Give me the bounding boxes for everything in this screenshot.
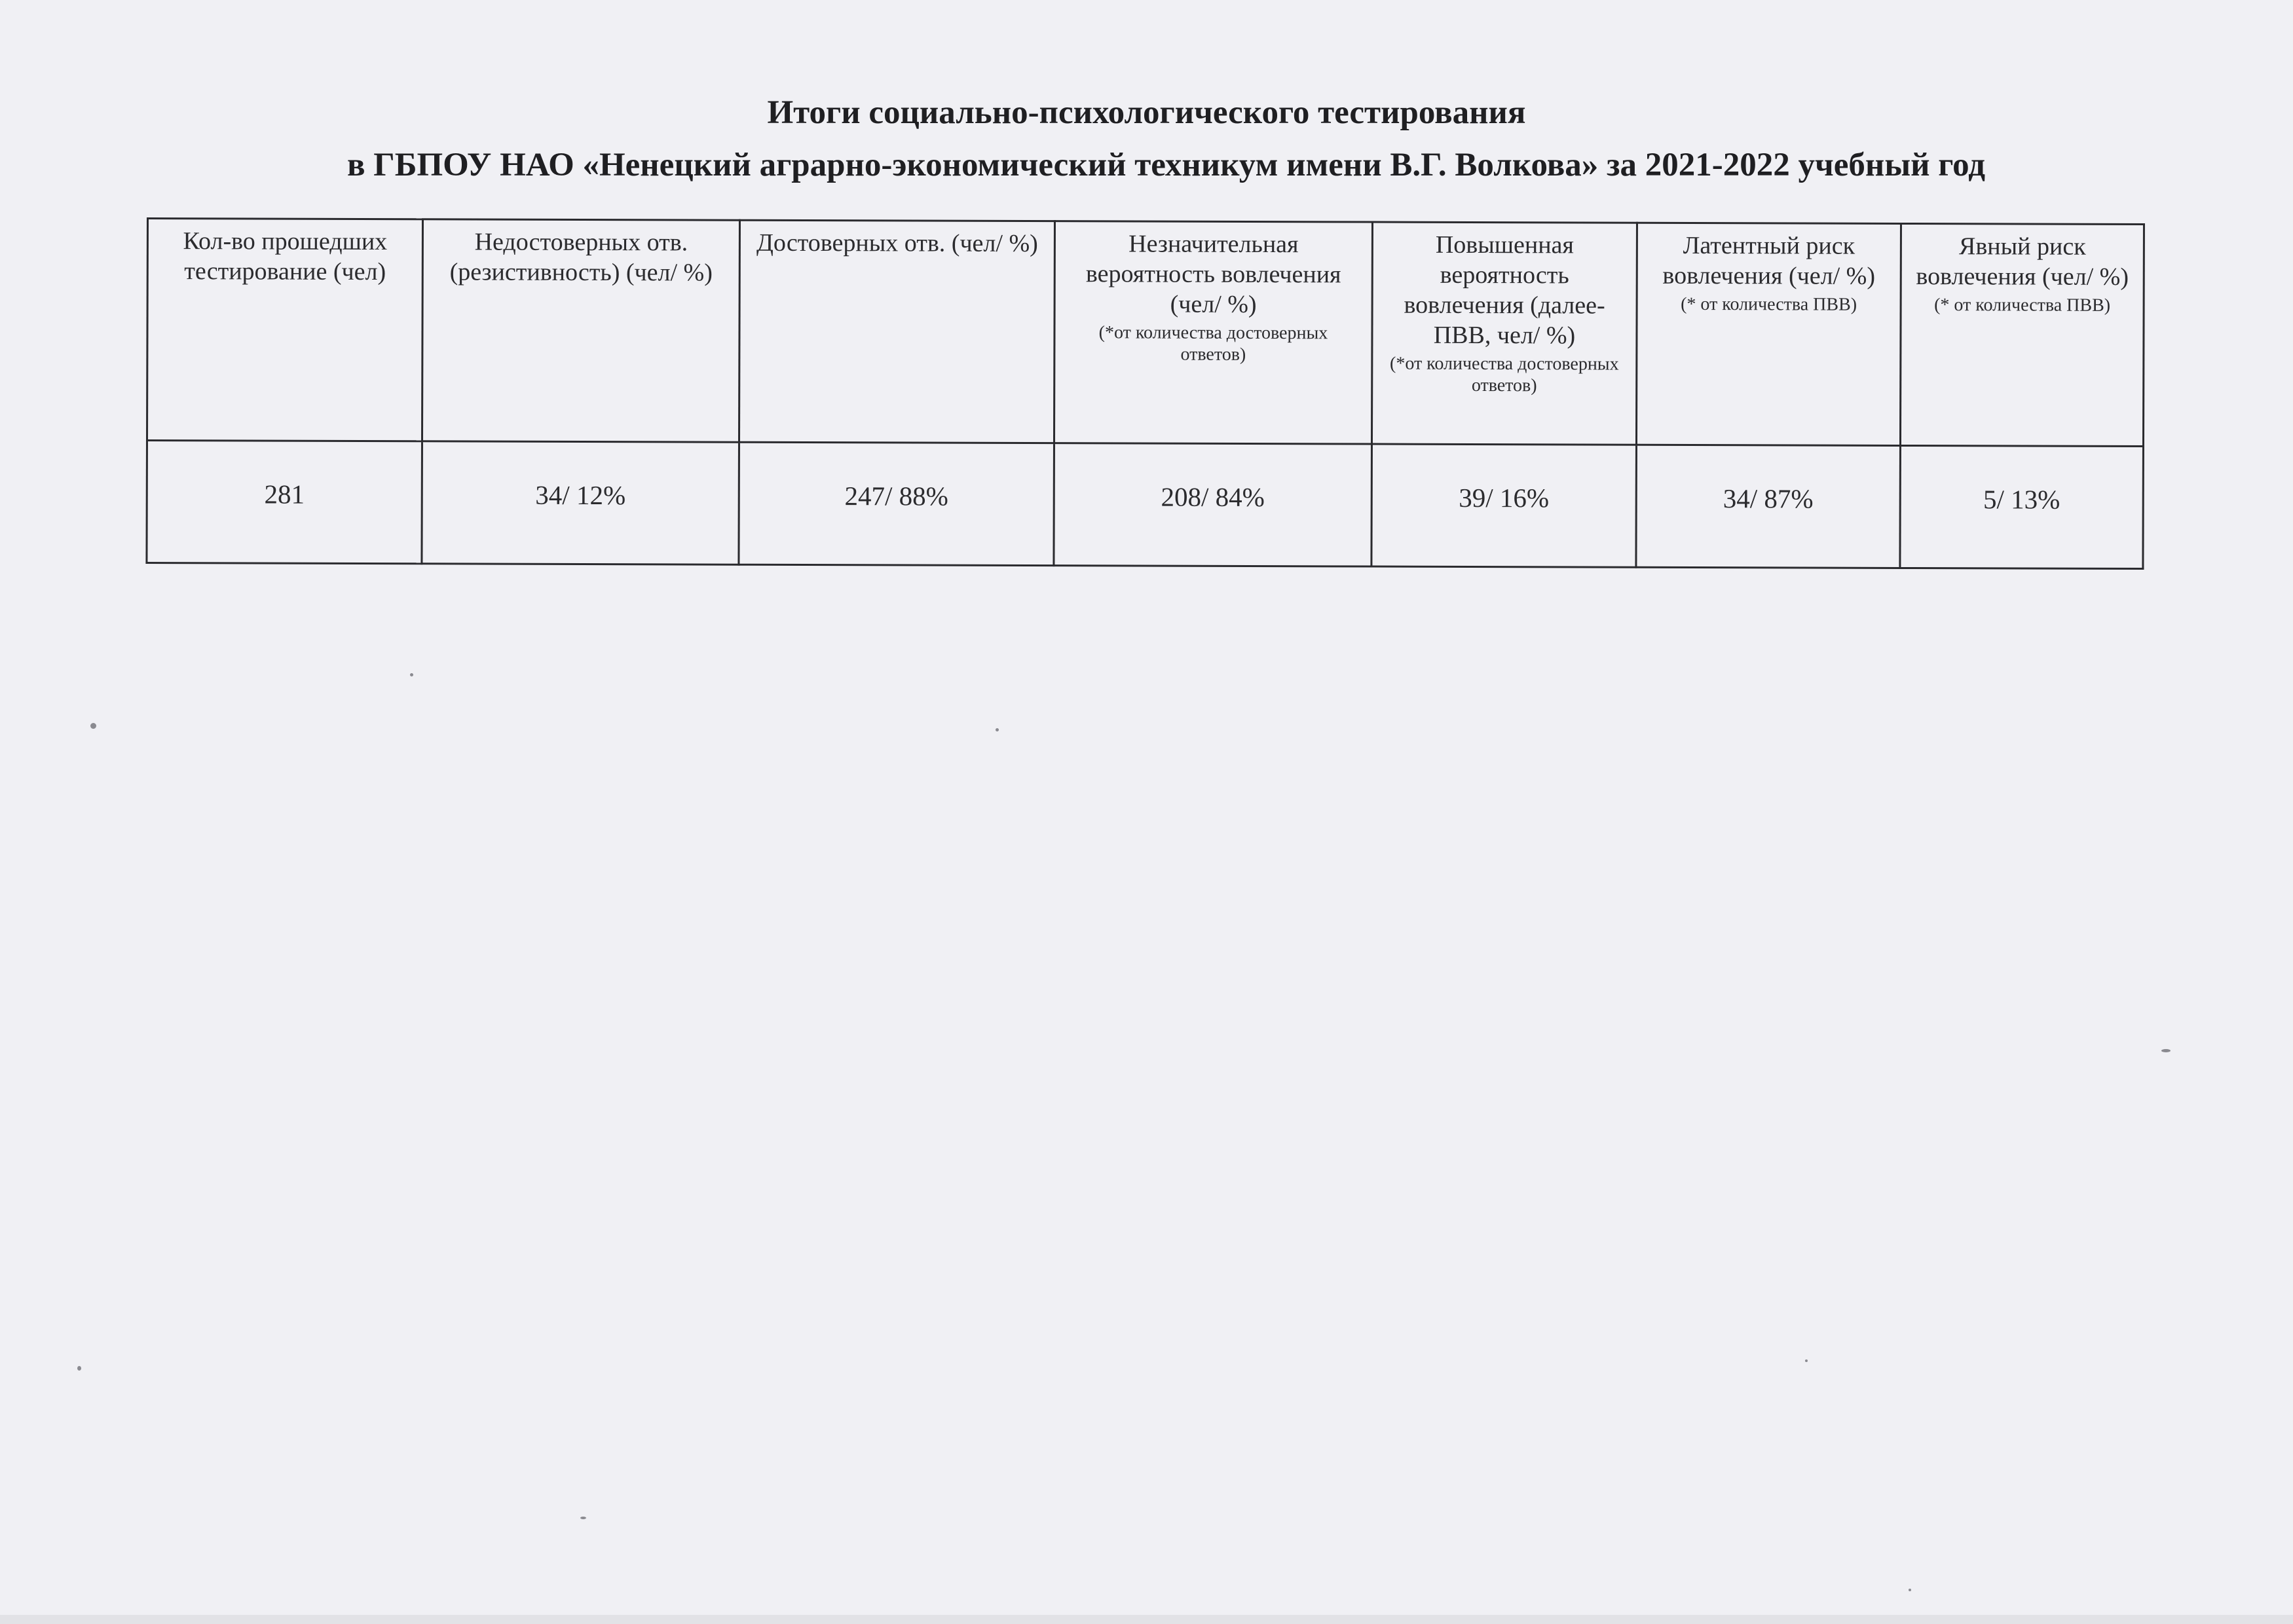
scan-speck xyxy=(1805,1359,1808,1362)
document-title xyxy=(0,86,2293,191)
value-cell: 5/ 13% xyxy=(1900,445,2144,568)
header-cell xyxy=(739,220,1054,443)
header-note: (*от количества достоверных ответов) xyxy=(1098,322,1328,365)
header-label: Явный риск вовлечения (чел/ %) xyxy=(1916,232,2129,291)
header-note: (* от количества ПВВ) xyxy=(1934,295,2111,316)
header-label: Латентный риск вовлечения (чел/ %) xyxy=(1662,231,1876,290)
header-label: Достоверных отв. (чел/ %) xyxy=(756,229,1038,258)
value-cell: 34/ 87% xyxy=(1636,445,1901,568)
value-cell: 39/ 16% xyxy=(1371,444,1637,567)
table-row xyxy=(147,441,2144,569)
table-header-row xyxy=(147,219,2144,447)
header-label: Незначительная вероятность вовлечения (чел/ %) xyxy=(1085,230,1341,319)
scan-speck xyxy=(580,1517,586,1519)
value-cell: 34/ 12% xyxy=(422,441,739,564)
scan-speck xyxy=(410,673,413,676)
scan-speck xyxy=(77,1366,81,1371)
value-cell: 208/ 84% xyxy=(1054,443,1372,566)
results-table xyxy=(145,217,2145,570)
value-cell: 247/ 88% xyxy=(739,442,1054,565)
header-cell xyxy=(1900,223,2144,446)
header-note: (* от количества ПВВ) xyxy=(1681,293,1857,315)
header-label: Кол-во прошедших тестирование (чел) xyxy=(183,227,388,286)
scan-speck xyxy=(90,723,96,729)
title-line-2: в ГБПОУ НАО «Ненецкий аграрно-экономический техникум имени В.Г. Волкова» за 2021-2022 учебный год xyxy=(347,147,1985,183)
header-label: Недостоверных отв. (резистивность) (чел/ %) xyxy=(449,228,713,287)
header-cell xyxy=(1636,223,1901,445)
header-label: Повышенная вероятность вовлечения (далее-ПВВ, чел/ %) xyxy=(1404,231,1605,350)
header-cell xyxy=(422,219,739,442)
scan-speck xyxy=(996,728,999,731)
header-cell xyxy=(1054,221,1372,444)
value-cell: 281 xyxy=(147,441,422,564)
scan-speck xyxy=(2161,1049,2171,1052)
scan-edge xyxy=(0,1615,2293,1624)
title-line-1: Итоги социально-психологического тестирования xyxy=(767,94,1526,131)
header-cell xyxy=(1371,222,1637,445)
header-cell xyxy=(147,219,422,441)
scan-speck xyxy=(1909,1589,1911,1591)
header-note: (*от количества достоверных ответов) xyxy=(1389,353,1619,396)
